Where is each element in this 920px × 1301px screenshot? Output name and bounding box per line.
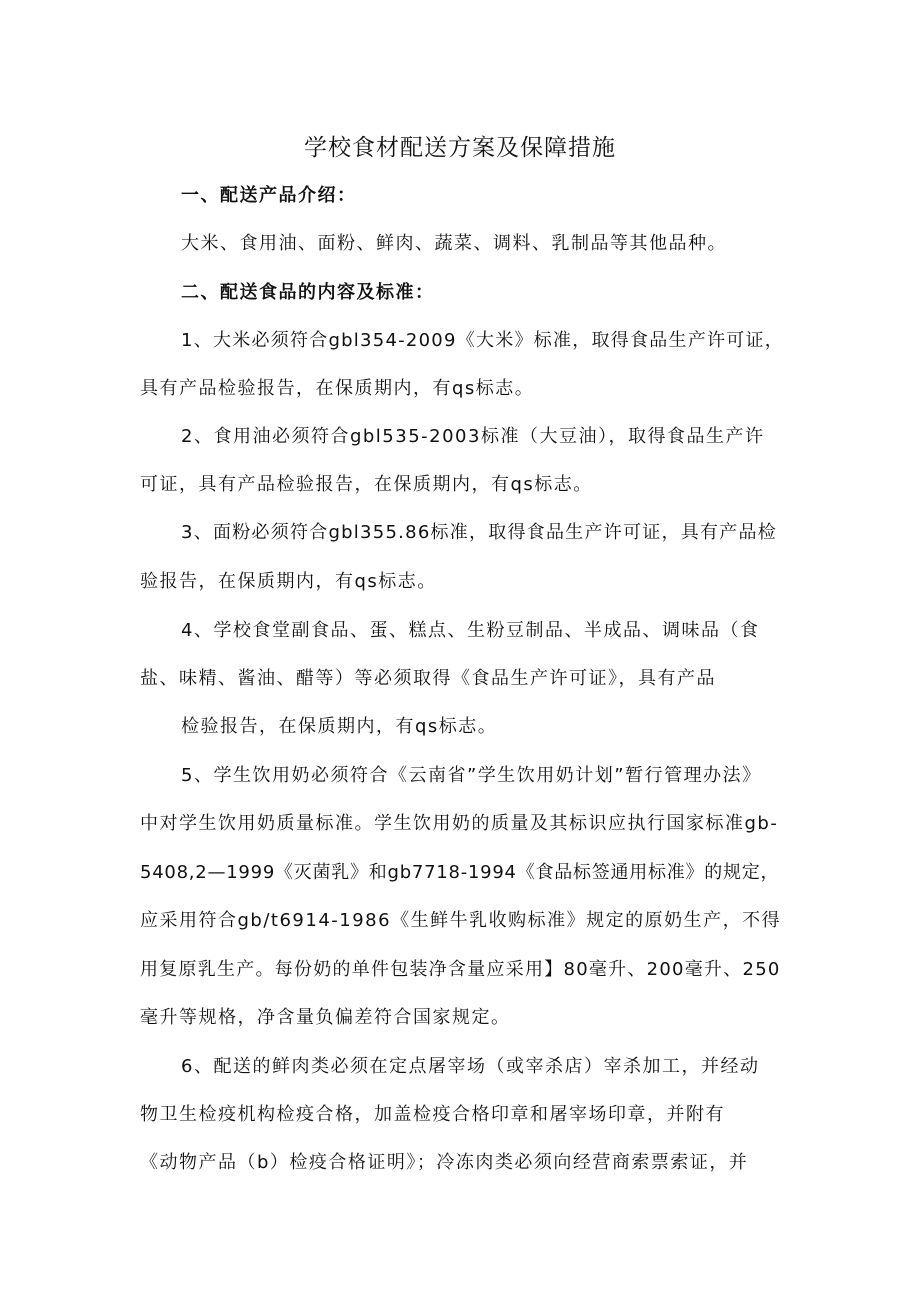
paragraph-line: 具有产品检验报告，在保质期内，有qs标志。 [140,378,535,399]
paragraph-line: 物卫生检疫机构检疫合格，加盖检疫合格印章和屠宰场印章，并附有 [140,1104,725,1125]
paragraph-line: 2、食用油必须符合gbl535-2003标准（大豆油），取得食品生产许 [181,426,765,447]
paragraph-line: 5、学生饮用奶必须符合《云南省”学生饮用奶计划”暂行管理办法》 [181,765,762,786]
paragraph-line: 毫升等规格，净含量负偏差符合国家规定。 [140,1007,511,1028]
paragraph-line: 检验报告，在保质期内，有qs标志。 [181,716,498,737]
paragraph-line: 1、大米必须符合gbl354-2009《大米》标准，取得食品生产许可证， [181,330,784,351]
paragraph-line: 5408,2—1999《灭菌乳》和gb7718-1994《食品标签通用标准》的规定， [140,862,780,883]
paragraph-line: 用复原乳生产。每份奶的单件包装净含量应采用】80毫升、200毫升、250 [140,959,781,980]
section-heading-products: 一、配送产品介绍： [181,185,357,206]
paragraph-line: 3、面粉必须符合gbl355.86标准，取得食品生产许可证，具有产品检 [181,522,778,543]
paragraph-line: 《动物产品（b）检疫合格证明》；冷冻肉类必须向经营商索票索证，并 [140,1152,749,1173]
paragraph-line: 可证，具有产品检验报告，在保质期内，有qs标志。 [140,474,593,495]
paragraph-line: 6、配送的鲜肉类必须在定点屠宰场（或宰杀店）宰杀加工，并经动 [181,1056,760,1077]
paragraph-line: 验报告，在保质期内，有qs标志。 [140,571,437,592]
document-title: 学校食材配送方案及保障措施 [304,135,616,161]
section-heading-standards: 二、配送食品的内容及标准： [181,282,435,303]
paragraph-line: 应采用符合gb/t6914-1986《生鲜牛乳收购标准》规定的原奶生产，不得 [140,910,782,931]
paragraph-line: 大米、食用油、面粉、鲜肉、蔬菜、调料、乳制品等其他品种。 [181,233,727,254]
paragraph-line: 盐、味精、酱油、醋等）等必须取得《食品生产许可证》，具有产品 [140,668,716,689]
paragraph-line: 4、学校食堂副食品、蛋、糕点、生粉豆制品、半成品、调味品（食 [181,620,760,641]
paragraph-line: 中对学生饮用奶质量标准。学生饮用奶的质量及其标识应执行国家标准gb- [140,813,779,834]
